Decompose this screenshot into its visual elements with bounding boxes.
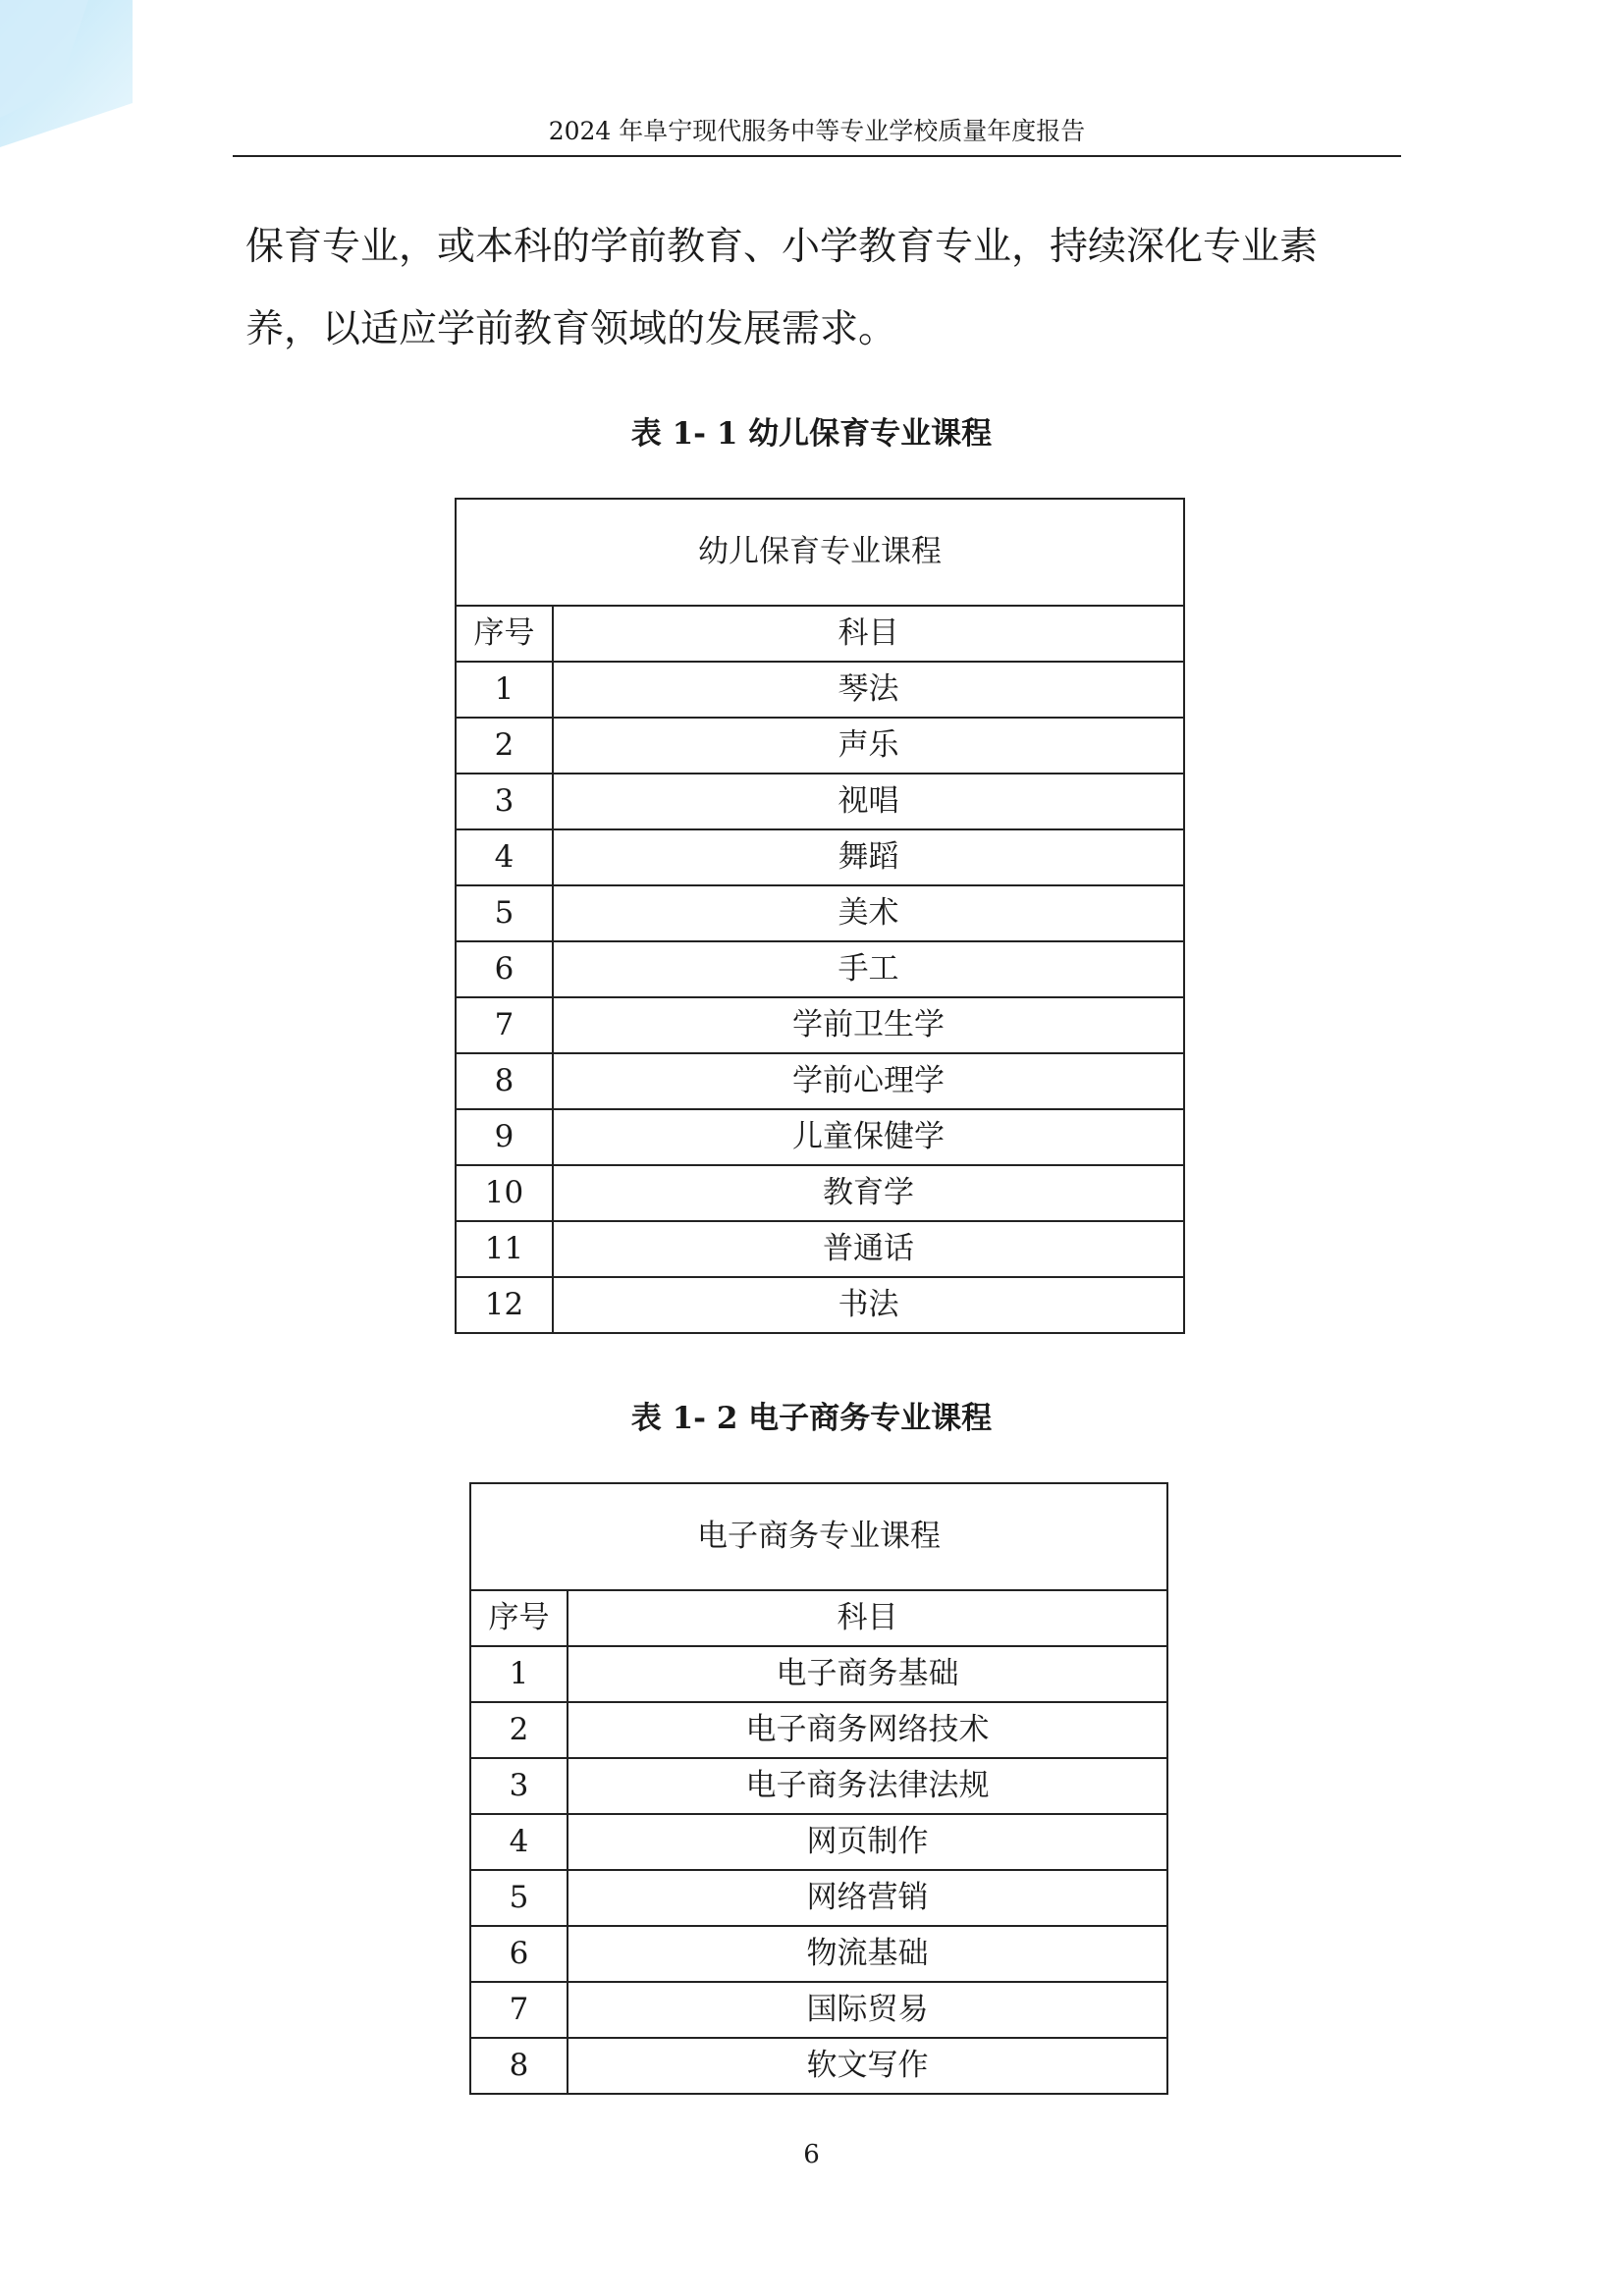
page-header: 2024 年阜宁现代服务中等专业学校质量年度报告 — [233, 116, 1401, 157]
table-row — [456, 941, 1184, 997]
row-number-cell: 3 — [470, 1758, 568, 1814]
row-number-cell: 6 — [456, 941, 553, 997]
table-row — [456, 662, 1184, 718]
subject-cell: 美术 — [553, 885, 1184, 941]
table-row — [470, 1814, 1167, 1870]
body-line: 保育专业，或本科的学前教育、小学教育专业，持续深化专业素 — [245, 225, 1319, 269]
row-number-cell: 4 — [456, 829, 553, 885]
table-row — [456, 997, 1184, 1053]
row-number-cell: 12 — [456, 1277, 553, 1333]
body-line: 养，以适应学前教育领域的发展需求。 — [245, 307, 897, 351]
table-row — [470, 1982, 1167, 2038]
table-row — [456, 1277, 1184, 1333]
row-number-cell: 2 — [470, 1702, 568, 1758]
row-number-cell: 9 — [456, 1109, 553, 1165]
subject-cell: 手工 — [553, 941, 1184, 997]
column-header-no: 序号 — [470, 1590, 568, 1646]
column-header-no: 序号 — [456, 606, 553, 662]
subject-cell: 声乐 — [553, 718, 1184, 774]
table-row — [470, 1758, 1167, 1814]
subject-cell: 书法 — [553, 1277, 1184, 1333]
subject-cell: 儿童保健学 — [553, 1109, 1184, 1165]
subject-cell: 网页制作 — [568, 1814, 1167, 1870]
row-number-cell: 2 — [456, 718, 553, 774]
row-number-cell: 5 — [470, 1870, 568, 1926]
table-heading-row — [456, 499, 1184, 606]
subject-cell: 软文写作 — [568, 2038, 1167, 2094]
table-heading-row — [470, 1483, 1167, 1590]
table-row — [470, 1926, 1167, 1982]
table-row — [456, 718, 1184, 774]
row-number-cell: 7 — [470, 1982, 568, 2038]
table-caption: 表 1- 2 电子商务专业课程 — [630, 1401, 993, 1436]
table-header-row — [456, 606, 1184, 662]
table-row — [456, 1221, 1184, 1277]
row-number-cell: 11 — [456, 1221, 553, 1277]
row-number-cell: 6 — [470, 1926, 568, 1982]
row-number-cell: 3 — [456, 774, 553, 829]
subject-cell: 网络营销 — [568, 1870, 1167, 1926]
table-row — [470, 1646, 1167, 1702]
row-number-cell: 5 — [456, 885, 553, 941]
row-number-cell: 1 — [470, 1646, 568, 1702]
course-table-childcare — [455, 498, 1185, 1334]
subject-cell: 舞蹈 — [553, 829, 1184, 885]
table-caption: 表 1- 1 幼儿保育专业课程 — [630, 416, 993, 452]
row-number-cell: 4 — [470, 1814, 568, 1870]
subject-cell: 电子商务网络技术 — [568, 1702, 1167, 1758]
column-header-subject: 科目 — [568, 1590, 1167, 1646]
course-table-ecommerce — [469, 1482, 1168, 2095]
table-row — [456, 885, 1184, 941]
subject-cell: 学前卫生学 — [553, 997, 1184, 1053]
subject-cell: 电子商务基础 — [568, 1646, 1167, 1702]
subject-cell: 学前心理学 — [553, 1053, 1184, 1109]
table-row — [456, 1165, 1184, 1221]
table-row — [470, 2038, 1167, 2094]
subject-cell: 电子商务法律法规 — [568, 1758, 1167, 1814]
table-row — [456, 1053, 1184, 1109]
table-header-row — [470, 1590, 1167, 1646]
table-heading: 电子商务专业课程 — [470, 1483, 1167, 1590]
row-number-cell: 7 — [456, 997, 553, 1053]
corner-decoration — [0, 0, 137, 147]
row-number-cell: 1 — [456, 662, 553, 718]
subject-cell: 普通话 — [553, 1221, 1184, 1277]
body-paragraph — [245, 206, 1404, 371]
row-number-cell: 8 — [456, 1053, 553, 1109]
page-number: 6 — [803, 2140, 820, 2169]
subject-cell: 国际贸易 — [568, 1982, 1167, 2038]
table-row — [470, 1870, 1167, 1926]
subject-cell: 物流基础 — [568, 1926, 1167, 1982]
table-row — [456, 1109, 1184, 1165]
subject-cell: 教育学 — [553, 1165, 1184, 1221]
row-number-cell: 8 — [470, 2038, 568, 2094]
subject-cell: 琴法 — [553, 662, 1184, 718]
column-header-subject: 科目 — [553, 606, 1184, 662]
table-row — [470, 1702, 1167, 1758]
table-row — [456, 829, 1184, 885]
table-heading: 幼儿保育专业课程 — [456, 499, 1184, 606]
table-row — [456, 774, 1184, 829]
row-number-cell: 10 — [456, 1165, 553, 1221]
subject-cell: 视唱 — [553, 774, 1184, 829]
